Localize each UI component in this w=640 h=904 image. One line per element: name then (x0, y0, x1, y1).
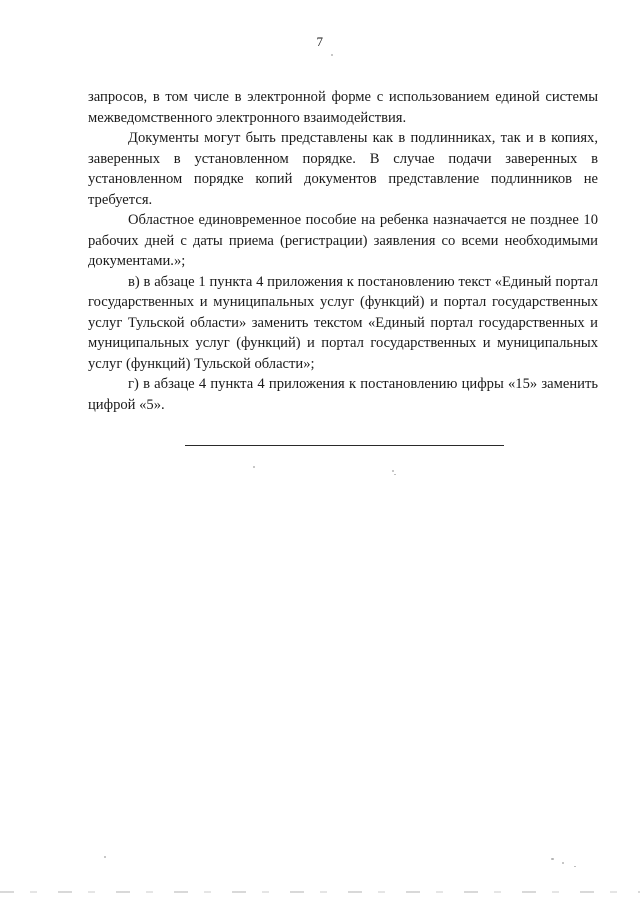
scan-speck (551, 858, 554, 860)
scan-speck (104, 856, 106, 858)
scan-edge-noise (0, 891, 640, 893)
paragraph-amendment-g: г) в абзаце 4 пункта 4 приложения к постановлению цифры «15» заменить цифрой «5». (88, 376, 598, 413)
paragraph-amendment-v: в) в абзаце 1 пункта 4 приложения к постановлению текст «Единый портал государственных и муниципальных услуг (функций) и портал государственных услуг Тульской области» заменить текстом «Единый портал государственных и муниципальных услуг (функций) и портал государственных и муниципальных услуг (функций) Тульской области»; (88, 273, 598, 372)
page-number: 7 (316, 34, 324, 49)
end-of-text-rule (185, 445, 504, 446)
paragraph-benefit-deadline: Областное единовременное пособие на ребенка назначается не позднее 10 рабочих дней с даты приема (регистрации) заявления со всеми необходимыми документами.»; (88, 212, 598, 269)
scan-speck (392, 470, 394, 472)
scan-speck (331, 54, 333, 56)
paragraph-continuation: запросов, в том числе в электронной форме с использованием единой системы межведомственного электронного взаимодействия. (88, 89, 598, 126)
document-body (88, 87, 598, 415)
scan-speck (253, 466, 255, 468)
scan-speck (562, 862, 564, 864)
scan-speck (574, 866, 576, 867)
scan-speck (394, 474, 396, 475)
paragraph-documents-copies: Документы могут быть представлены как в подлинниках, так и в копиях, заверенных в установленном порядке. В случае подачи заверенных в установленном порядке копий документов представление подлинников не требуется. (88, 130, 598, 208)
